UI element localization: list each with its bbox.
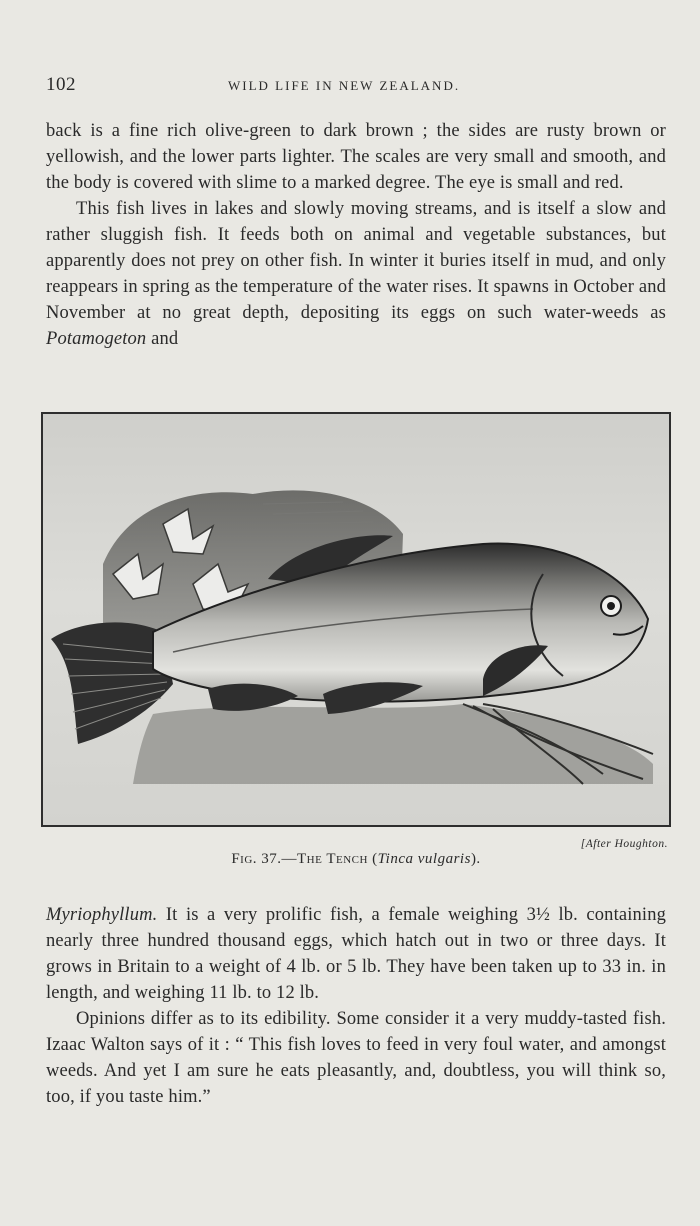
tench-engraving [43,414,669,825]
caption-suffix: ). [470,851,481,867]
tench-illustration [41,412,671,827]
page-header [46,74,666,98]
paragraph-habitat-text: This fish lives in lakes and slowly moving streams, and is itself a slow and rather sluggish fish. It feeds both on animal and vegetable substances, but apparently does not prey on other fish. In winter it buries itself in mud, and only reappears in spring as the temperature of the water rises. It spawns in October and November at no great depth, depositing its eggs on such water-weeds as [46,199,666,323]
caption-species: Tinca vulgaris [377,851,471,867]
fish-pupil [607,602,615,610]
body-text-top [46,118,666,352]
paragraph-prolific [46,902,666,1006]
running-head: WILD LIFE IN NEW ZEALAND. [228,78,461,93]
paragraph-continuation: back is a fine rich olive-green to dark brown ; the sides are rusty brown or yellowish, and the lower parts lighter. The scales are very small and smooth, and the body is covered with slime to a marked degree. The eye is small and red. [46,121,666,193]
species-myriophyllum: Myriophyllum. [46,905,158,925]
riverbed [133,704,653,784]
caption-label: Fig. 37.—The Tench ( [231,851,378,867]
figure-attribution: [After Houghton. [580,838,668,850]
paragraph-habitat [46,196,666,352]
body-text-bottom [46,902,666,1110]
paragraph-habitat-tail: and [151,329,179,349]
paragraph-edibility: Opinions differ as to its edibility. Some consider it a very muddy-tasted fish. Izaac Walton says of it : “ This fish loves to feed in very foul water, and amongst weeds. And yet I am sure he eats pleasantly, and, doubtless, you will think so, too, if you taste him.” [46,1009,666,1107]
species-potamogeton: Potamogeton [46,329,147,349]
paragraph-prolific-text: It is a very prolific fish, a female weighing 3½ lb. containing nearly three hundred thousand eggs, which hatch out in two or three days. It grows in Britain to a weight of 4 lb. or 5 lb. They have been taken up to 33 in. in length, and weighing 11 lb. to 12 lb. [46,905,667,1003]
figure-caption [46,851,666,868]
page-number: 102 [46,74,76,95]
